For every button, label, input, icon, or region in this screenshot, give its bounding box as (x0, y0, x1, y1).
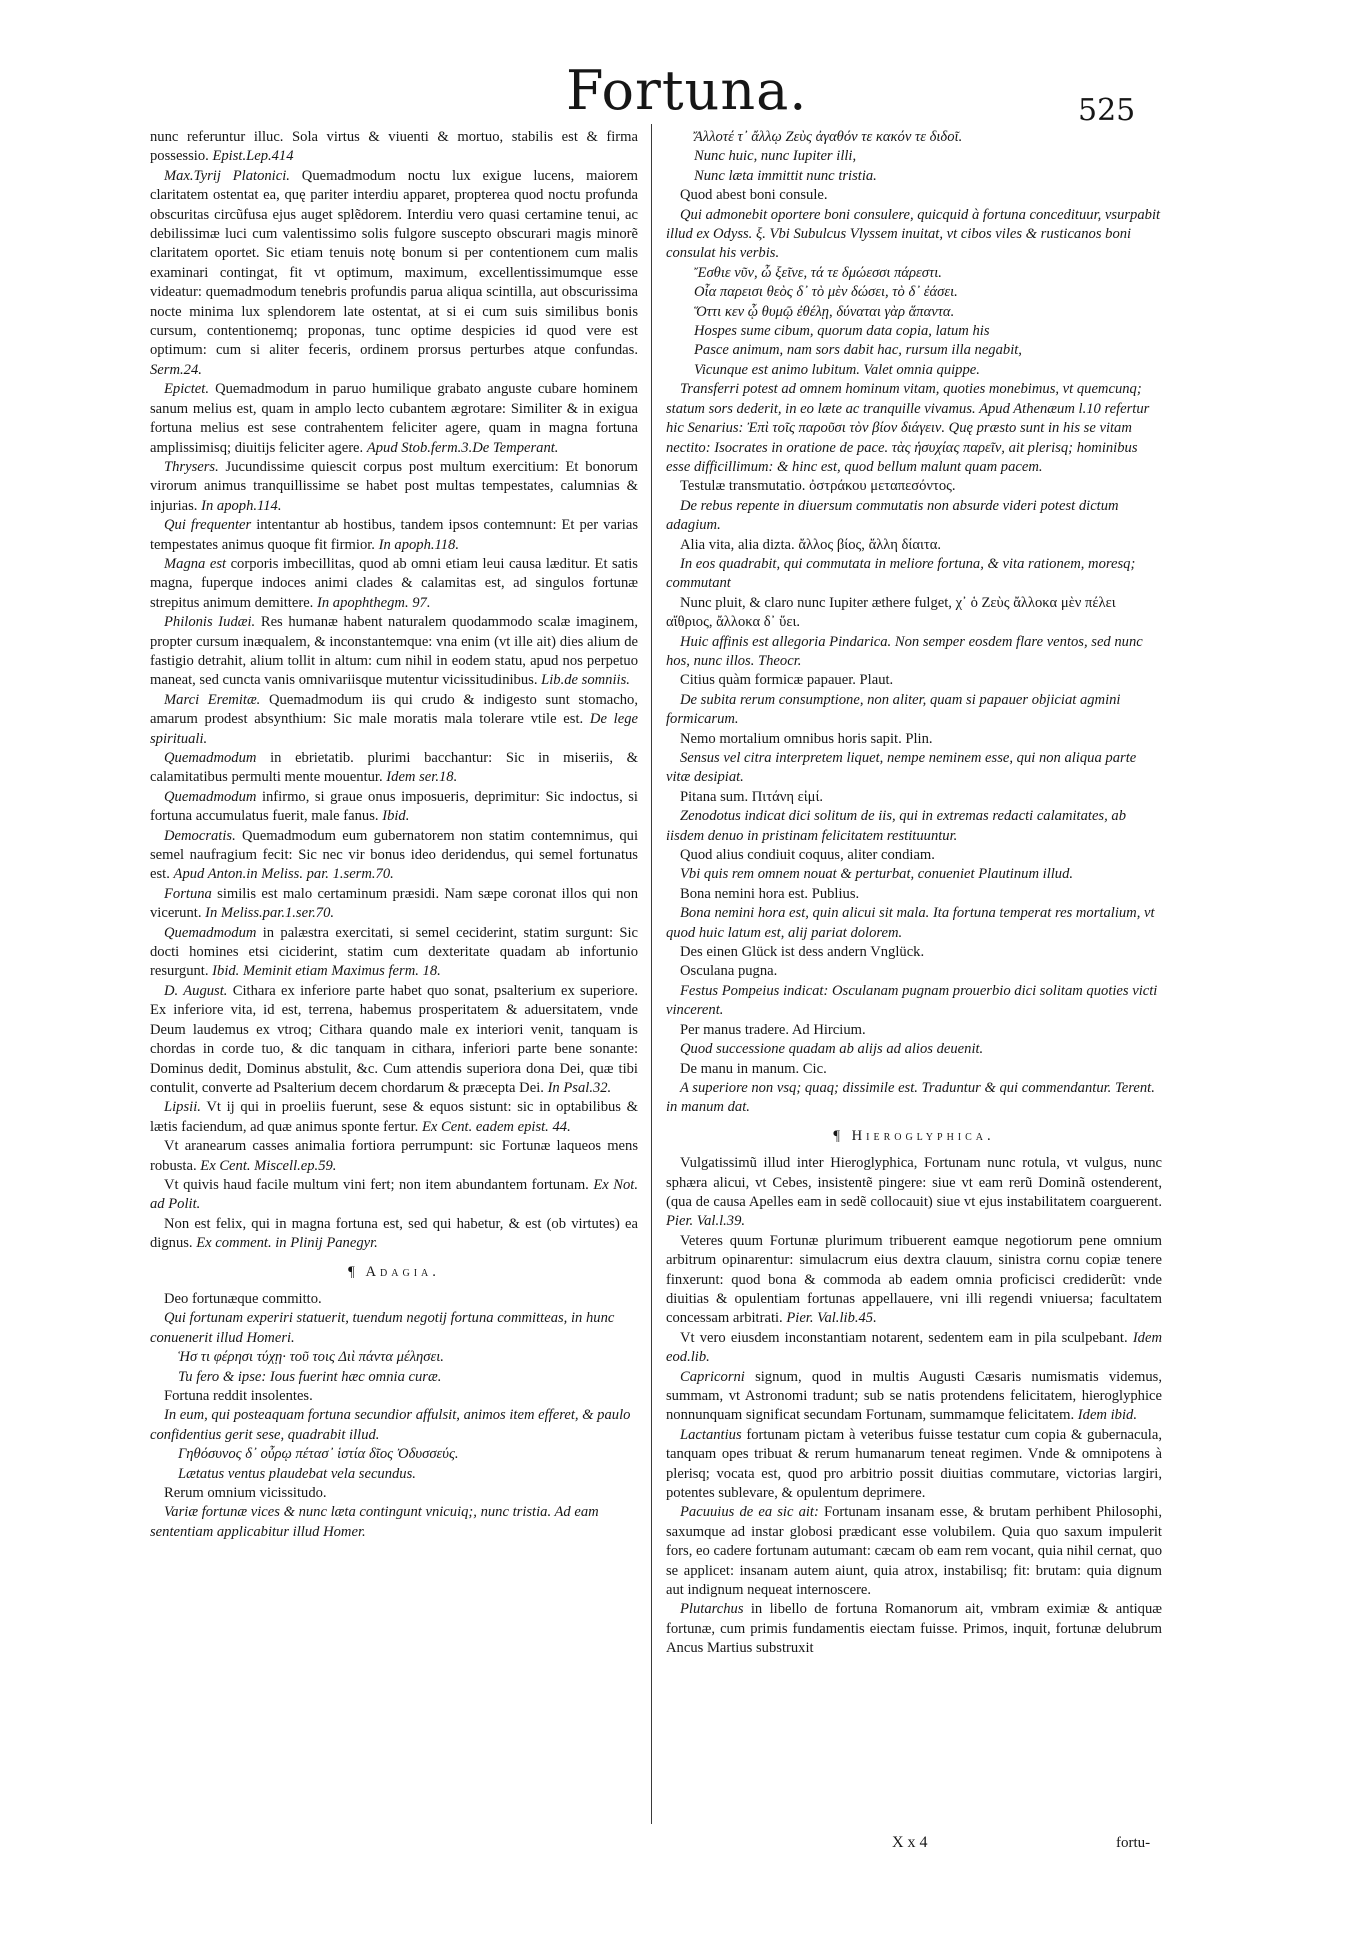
paragraph-text: in libello de fortuna Romanorum ait, vmbram eximiæ & antiquæ fortunæ, cum primis fundamentis eiectam fuisse. Primos, inquit, fortunæ delubrum Ancus Martius substruxit (666, 1601, 1162, 1657)
adagium-entry: Pitana sum. Πιτάνη εἰμί. (680, 788, 824, 805)
adagium-entry: Huic affinis est allegoria Pindarica. Non semper eosdem flare ventos, sed nunc hos, nunc illos. Theocr. (666, 633, 1143, 669)
adagium-entry: Ἡσ τι φέρησι τύχῃ· τοῦ τοις Διὶ πάντα μέλησει. (178, 1349, 444, 1366)
quotation-paragraph (150, 613, 638, 691)
paragraph-lead: Quemadmodum (164, 924, 257, 941)
paragraph-lead: Fortuna (164, 885, 212, 902)
adagium-entry: Zenodotus indicat dici solitum de iis, qui in extremas redacti calamitates, ab iisdem denuo in pristinam felicitatem restituuntur. (666, 808, 1127, 844)
adagium-entry: In eos quadrabit, qui commutata in meliore fortuna, & vita rationem, moresq; commutant (666, 555, 1136, 592)
paragraph-text: Quemadmodum in paruo humilique grabato anguste cubare hominem sanum melius est, quam in amplo lecto cubantem ægrotare: Similiter & in exigua fortuna melius est sese contrahentem feliciter agere, quam in magna fortuna amplissimisq; diuitijs feliciter agere. (150, 381, 638, 456)
paragraph-text: similis est malo certaminum præsidi. Nam sæpe coronat illos qui non vicerunt. (150, 885, 638, 922)
paragraph-lead: Democratis. (164, 827, 236, 844)
paragraph-text: Res humanæ habent naturalem quodammodo scalæ imaginem, propter cursum inæqualem, & inconstantemque: vna enim (vt ille ait) dies alium de fastigio detrahit, alium tollit in altum: cum nihil in eodem statu, apud nos perpetuo maneat, sed cuncta vanis omnivariisque mutentur vicissitudinibus. (150, 614, 639, 689)
adagium-entry: Fortuna reddit insolentes. (164, 1388, 313, 1404)
adagium-entry: Osculana pugna. (680, 963, 778, 980)
paragraph-text: Jucundissime quiescit corpus post multum exercitium: Et bonorum virorum animus tranquillissime se habet post multas tempestates, calumnias & injurias. (150, 458, 638, 514)
hieroglyphica-paragraph (666, 1503, 1162, 1600)
paragraph-lead: Quemadmodum (164, 750, 257, 766)
quotation-paragraph (150, 982, 638, 1098)
adagium-entry: Ἔσθιε νῦν, ὦ ξεῖνε, τά τε δμώεσσι πάρεστι. (694, 264, 942, 281)
adagium-entry: De manu in manum. Cic. (680, 1060, 827, 1077)
source-citation: In Psal.32. (547, 1079, 612, 1096)
source-citation: In Meliss.par.1.ser.70. (205, 905, 335, 922)
quotation-paragraph (150, 924, 638, 982)
source-citation: In apophthegm. 97. (317, 594, 431, 611)
paragraph-lead: Pacuuius de ea sic ait: (680, 1504, 819, 1521)
adagium-entry: Qui admonebit oportere boni consulere, quicquid à fortuna concedituur, vsurpabit illud ex Odyss. ξ. Vbi Subulcus Vlyssem inuitat, vt cibos viles & rusticanos boni consulat his verbis. (666, 206, 1161, 262)
quotation-paragraph (150, 885, 638, 924)
adagium-entry: Hospes sume cibum, quorum data copia, latum his (694, 323, 990, 340)
paragraph-text: Fortunam insanam esse, & brutam perhibent Philosophi, saxumque ad instar globosi prædicant esse volubilem. Quia quo saxum impulerit fors, eo cadere fortunam autumant: cæcam ob eam rem vocant, quia nihil cernat, quo se applicet: insanam autem aiunt, quia atrox, instabilisq; fit: brutam: quia dignum aut indignum nequeat internoscere. (666, 1504, 1163, 1599)
adagium-entry: Vicunque est animo lubitum. Valet omnia quippe. (694, 361, 980, 378)
adagium-entry: De subita rerum consumptione, non aliter, quam si papauer objiciat agmini formicarum. (666, 691, 1121, 728)
signature-mark: X x 4 (892, 1834, 928, 1851)
quotation-paragraph (150, 458, 638, 516)
adagium-entry: In eum, qui posteaquam fortuna secundior affulsit, animos item efferet, & paulo confidentius gerit sese, quadrabit illud. (150, 1407, 631, 1443)
source-citation: Idem ibid. (1077, 1407, 1137, 1424)
quotation-paragraph (150, 380, 638, 458)
source-citation: Pier. Val.l.39. (666, 1213, 746, 1230)
paragraph-text: in palæstra exercitati, si semel ceciderint, statim surgunt: Sic docti homines etsi ciciderint, statim cum dexteritate quadam ab infortunio resurgunt. (150, 924, 638, 980)
paragraph-lead: Quemadmodum (164, 788, 257, 805)
adagium-entry: Quod successione quadam ab alijs ad alios deuenit. (680, 1041, 984, 1058)
adagium-entry: Citius quàm formicæ papauer. Plaut. (680, 672, 894, 689)
adagium-entry: Ὅττι κεν ᾧ θυμῷ ἐθέλῃ, δύναται γὰρ ἅπαντα. (694, 303, 955, 320)
page-number: 525 (1078, 93, 1136, 128)
source-citation: Serm.24. (150, 361, 202, 378)
left-column (150, 128, 638, 1542)
adagium-entry: Bona nemini hora est, quin alicui sit mala. Ita fortuna temperat res mortalium, vt quod huic latum est, alij pariat dolorem. (666, 905, 1155, 941)
paragraph-lead: Epictet. (164, 381, 209, 398)
adagium-entry: Γηθόσυνος δ᾽ οὖρῳ πέτασ᾽ ἱστία δῖος Ὀδυσσεύς. (178, 1446, 459, 1463)
paragraph-text: Veteres quum Fortunæ plurimum tribuerent eamque negotiorum pene omnium arbitrum opinarentur: simulacrum eius dextra clauum, sinistra cornu copiæ tenere finxerunt: quod bona & commoda ab eadem omnia proficisci crediderũt: vnde diuitias & opulentiam fortunas appellauere, vni illi regendi vniuersa; facultatem concessam arbitrati. (666, 1232, 1162, 1327)
paragraph-text: in ebrietatib. plurimi bacchantur: Sic in miseriis, & calamitatibus permulti mente mouentur. (150, 750, 638, 786)
section-heading-hieroglyphica: ¶ Hieroglyphica. (833, 1127, 995, 1144)
source-citation: Apud Anton.in Meliss. par. 1.serm.70. (173, 866, 394, 883)
hieroglyphica-paragraph (666, 1329, 1162, 1368)
quotation-paragraph (150, 167, 638, 380)
adagium-entry: Per manus tradere. Ad Hircium. (680, 1021, 866, 1038)
paragraph-lead: Magna est (164, 555, 227, 572)
paragraph-text: Vt aranearum casses animalia fortiora perrumpunt: sic Fortunæ laqueos mens robusta. (150, 1138, 638, 1174)
adagium-entry: Sensus vel citra interpretem liquet, nempe neminem esse, qui non aliqua parte vitæ desipiat. (666, 750, 1137, 786)
adagium-entry: Nemo mortalium omnibus horis sapit. Plin. (680, 730, 933, 747)
adagium-entry: Qui fortunam experiri statuerit, tuendum negotij fortuna committeas, in hunc conuenerit illud Homeri. (150, 1310, 615, 1346)
source-citation: Ex Cent. Miscell.ep.59. (200, 1157, 337, 1174)
paragraph-text: Cithara ex inferiore parte habet quo sonat, psalterium ex superiore. Ex inferiore vita, id est, terrena, habemus prosperitatem & aduersitatem, vnde Deum laudemus ex vtroq; Cithara quando male ex interiori venit, tanquam is chordas in corde tuo, & dic tanquam in cithara, inferiori parte bene sonante: Dominus dedit, Dominus abstulit, &c. Cum attendis superiora dona Dei, quæ tibi contulit, converte ad Psalterium decem chordarum & præcepta Dei. (150, 982, 639, 1096)
adagium-entry: Οἶα παρεισι θεὸς δ᾽ τὸ μὲν δώσει, τὸ δ᾽ ἐάσει. (694, 284, 958, 301)
adagium-entry: Variæ fortunæ vices & nunc læta contingunt vnicuiq;, nunc tristia. Ad eam sententiam applicabitur illud Homer. (150, 1504, 599, 1540)
adagium-entry: Des einen Glück ist dess andern Vnglück. (680, 944, 925, 961)
adagium-entry: Deo fortunæque committo. (164, 1290, 322, 1307)
quotation-paragraph (150, 788, 638, 827)
paragraph-text: corporis imbecillitas, quod ab omni etiam leui causa læditur. Et satis magna, fuperque indoces animi clades & calamitas est, ad singulos fortunæ strepitus animum demittere. (150, 555, 638, 611)
adagium-entry: Alia vita, alia dizta. ἄλλος βίος, ἄλλη δίαιτα. (680, 536, 942, 553)
quotation-paragraph (150, 691, 638, 749)
paragraph-text: Vt vero eiusdem inconstantiam notarent, sedentem eam in pila sculpebant. (680, 1329, 1128, 1346)
source-citation: Ibid. Meminit etiam Maximus ferm. 18. (212, 963, 441, 980)
quotation-paragraph (150, 827, 638, 885)
adagium-entry: A superiore non vsq; quaq; dissimile est. Traduntur & qui commendantur. Terent. in manum dat. (666, 1079, 1155, 1116)
adagium-entry: Tu fero & ipse: Ious fuerint hæc omnia curæ. (178, 1368, 442, 1385)
hieroglyphica-paragraph (666, 1368, 1162, 1426)
paragraph-lead: Philonis Iudæi. (164, 614, 256, 631)
quotation-paragraph (150, 1215, 638, 1254)
quotation-paragraph (150, 1137, 638, 1176)
paragraph-lead: D. August. (164, 982, 228, 999)
quotation-paragraph (150, 1098, 638, 1137)
source-citation: Epist.Lep.414 (212, 148, 294, 165)
paragraph-lead: Qui frequenter (164, 517, 252, 534)
source-citation: Ex comment. in Plinij Panegyr. (196, 1235, 378, 1252)
source-citation: Lib.de somniis. (541, 672, 630, 689)
paragraph-text: signum, quod in multis Augusti Cæsaris numismatis videmus, summam, vt Astronomi tradunt; sub se natis protendens felicitatem, hieroglyphice nonnunquam significat secundam Fortunam, summamque felicitatem. (666, 1368, 1162, 1424)
hieroglyphica-paragraph (666, 1232, 1162, 1329)
paragraph-text: fortunam pictam à veteribus fuisse testatur cum copia & gubernacula, tanquam opes tribuat & rerum humanarum teneat regimen. Vnde & omnipotens à plerisq; vocata est, quod pro arbitrio possit diuitias commutare, victorias largiri, potentes sublevare, & opulentum deprimere. (666, 1426, 1162, 1502)
paragraph-lead: Marci Eremitæ. (164, 691, 261, 708)
paragraph-lead: Lipsii. (164, 1099, 201, 1116)
quotation-paragraph (150, 1176, 638, 1215)
paragraph-text: Vulgatissimũ illud inter Hieroglyphica, Fortunam nunc rotula, vt vulgus, nunc sphæra alicui, vt Cebes, insistentẽ pingere: siue vt eam rerũ Dominã ostenderent, (qua de causa Apelles eam in sedẽ collocauit) siue vt ejus instabilitatem coarguerent. (666, 1155, 1162, 1210)
quotation-paragraph (150, 555, 638, 613)
paragraph-text: intentantur ab hostibus, tandem ipsos contemnunt: Et per varias tempestates animus quoque fit firmior. (150, 517, 639, 553)
adagium-entry: Lætatus ventus plaudebat vela secundus. (178, 1465, 416, 1482)
adagium-entry: Transferri potest ad omnem hominum vitam, quoties monebimus, vt quemcunq; statum sors dederit, in eo læte ac tranquille vivamus. Apud Athenæum l.10 refertur hic Senarius: Ἐπὶ τοῖς παροῦσι τὸν βίον διάγειν. Quę præsto sunt in his se vitam nectito: Isocrates in oratione de pace. τὰς ἡσυχίας παρεῖν, ait plerisq; hominibus esse difficillimum: & hinc est, quod bellum malunt quam pacem. (666, 381, 1150, 475)
paragraph-lead: Lactantius (680, 1426, 742, 1443)
adagium-entry: Quod abest boni consule. (680, 187, 828, 204)
column-rule (651, 124, 652, 1824)
paragraph-text: Vt ij qui in proeliis fuerunt, sese & equos sistunt: sic in optabilibus & lætis faciendum, ad quæ animus sponte fertur. (150, 1099, 639, 1135)
source-citation: Ibid. (382, 808, 410, 825)
quotation-paragraph (150, 749, 638, 788)
source-citation: In apoph.114. (201, 497, 282, 514)
paragraph-lead: Max.Tyrij Platonici. (164, 167, 290, 184)
hieroglyphica-paragraph (666, 1154, 1162, 1232)
section-heading-adagia: ¶ Adagia. (348, 1263, 440, 1280)
adagium-entry: Nunc læta immittit nunc tristia. (694, 167, 877, 184)
adagium-entry: Vbi quis rem omnem nouat & perturbat, conueniet Plautinum illud. (680, 866, 1074, 883)
adagium-entry: Quod alius condiuit coquus, aliter condiam. (680, 847, 935, 864)
quotation-paragraph (150, 516, 638, 555)
adagium-entry: De rebus repente in diuersum commutatis non absurde videri potest dictum adagium. (666, 497, 1119, 534)
paragraph-text: Vt quivis haud facile multum vini fert; non item abundantem fortunam. (164, 1176, 589, 1193)
adagium-entry: Testulæ transmutatio. ὀστράκου μεταπεσόντος. (680, 478, 956, 495)
paragraph-lead: Capricorni (680, 1368, 745, 1385)
paragraph-text: Quemadmodum noctu lux exigue lucens, maiorem claritatem ostentat ea, quę pariter interdiu apparet, propterea quod noctu profunda obscuritas circũfusa ejus auget splẽdorem. Interdiu vero quasi certamine tenui, ac debilissimæ luci cum valentissimo solis fulgore suscepto obscurari magis minorẽ claritatem oportet. Sic etiam tenuis notę bonum si per contentionem cum malis examinari contingat, fit vt optimum, maximum, excellentissimumque esse videatur: quemadmodum tenebris profundis parua aliqua scintilla, aut obscurissima nocte minima lux splendorem late ostentat, at si ei cum suis similibus bonis cursum, contentionemq; proponas, tunc optime despicies id quod vere est optimum: cum si aliter feceris, ordinem prorsus perturbes atque confundas. (150, 167, 638, 359)
adagium-entry: Pasce animum, nam sors dabit hac, rursum illa negabit, (694, 342, 1022, 359)
paragraph-text: Quemadmodum eum gubernatorem non statim contemnimus, qui semel naufragium fecit: Sic nec vir bonus ideo deridendus, qui semel fortunatus est. (150, 827, 638, 883)
source-citation: De lege spirituali. (150, 711, 638, 747)
adagium-entry: Rerum omnium vicissitudo. (164, 1485, 327, 1502)
paragraph-text: Non est felix, qui in magna fortuna est, sed qui habetur, & est (ob virtutes) ea dignus. (150, 1215, 638, 1252)
hieroglyphica-paragraph (666, 1600, 1162, 1658)
paragraph-text: nunc referuntur illuc. Sola virtus & viuenti & mortuo, stabilis est & firma possessio. (150, 129, 638, 165)
adagium-entry: Nunc pluit, & claro nunc Iupiter æthere fulget, χ᾽ ὁ Ζεὺς ἄλλοκα μὲν πέλει αἴθριος, ἄλλοκα δ᾽ ὕει. (666, 594, 1116, 631)
paragraph-text: infirmo, si graue onus imposueris, deprimitur: Sic indoctus, si fortuna accumulatus fuerit, male fanus. (150, 788, 638, 825)
source-citation: Ex Not. ad Polit. (150, 1176, 638, 1213)
right-column (666, 128, 1162, 1659)
source-citation: Idem eod.lib. (666, 1329, 1162, 1366)
source-citation: Pier. Val.lib.45. (786, 1310, 877, 1327)
adagium-entry: Nunc huic, nunc Iupiter illi, (694, 148, 857, 165)
catchword: fortu- (1116, 1835, 1151, 1851)
source-citation: Idem ser.18. (386, 769, 458, 786)
hieroglyphica-paragraph (666, 1426, 1162, 1504)
adagium-entry: Bona nemini hora est. Publius. (680, 885, 860, 902)
paragraph-lead: Plutarchus (680, 1601, 744, 1618)
source-citation: In apoph.118. (378, 536, 460, 553)
quotation-paragraph (150, 128, 638, 167)
adagium-entry: Festus Pompeius indicat: Osculanam pugnam prouerbio dici solitam quoties victi vincerent. (666, 982, 1158, 1019)
paragraph-lead: Thrysers. (164, 458, 219, 475)
adagium-entry: Ἄλλοτέ τ᾽ ἄλλῳ Ζεὺς ἀγαθόν τε κακόν τε διδοῖ. (694, 129, 963, 145)
source-citation: Apud Stob.ferm.3.De Temperant. (366, 439, 559, 456)
source-citation: Ex Cent. eadem epist. 44. (421, 1118, 571, 1135)
running-head: Fortuna. (566, 59, 808, 122)
paragraph-text: Quemadmodum iis qui crudo & indigesto sunt stomacho, amarum prodest absynthium: Sic male moratis mala tolerare vtile est. (150, 691, 638, 728)
